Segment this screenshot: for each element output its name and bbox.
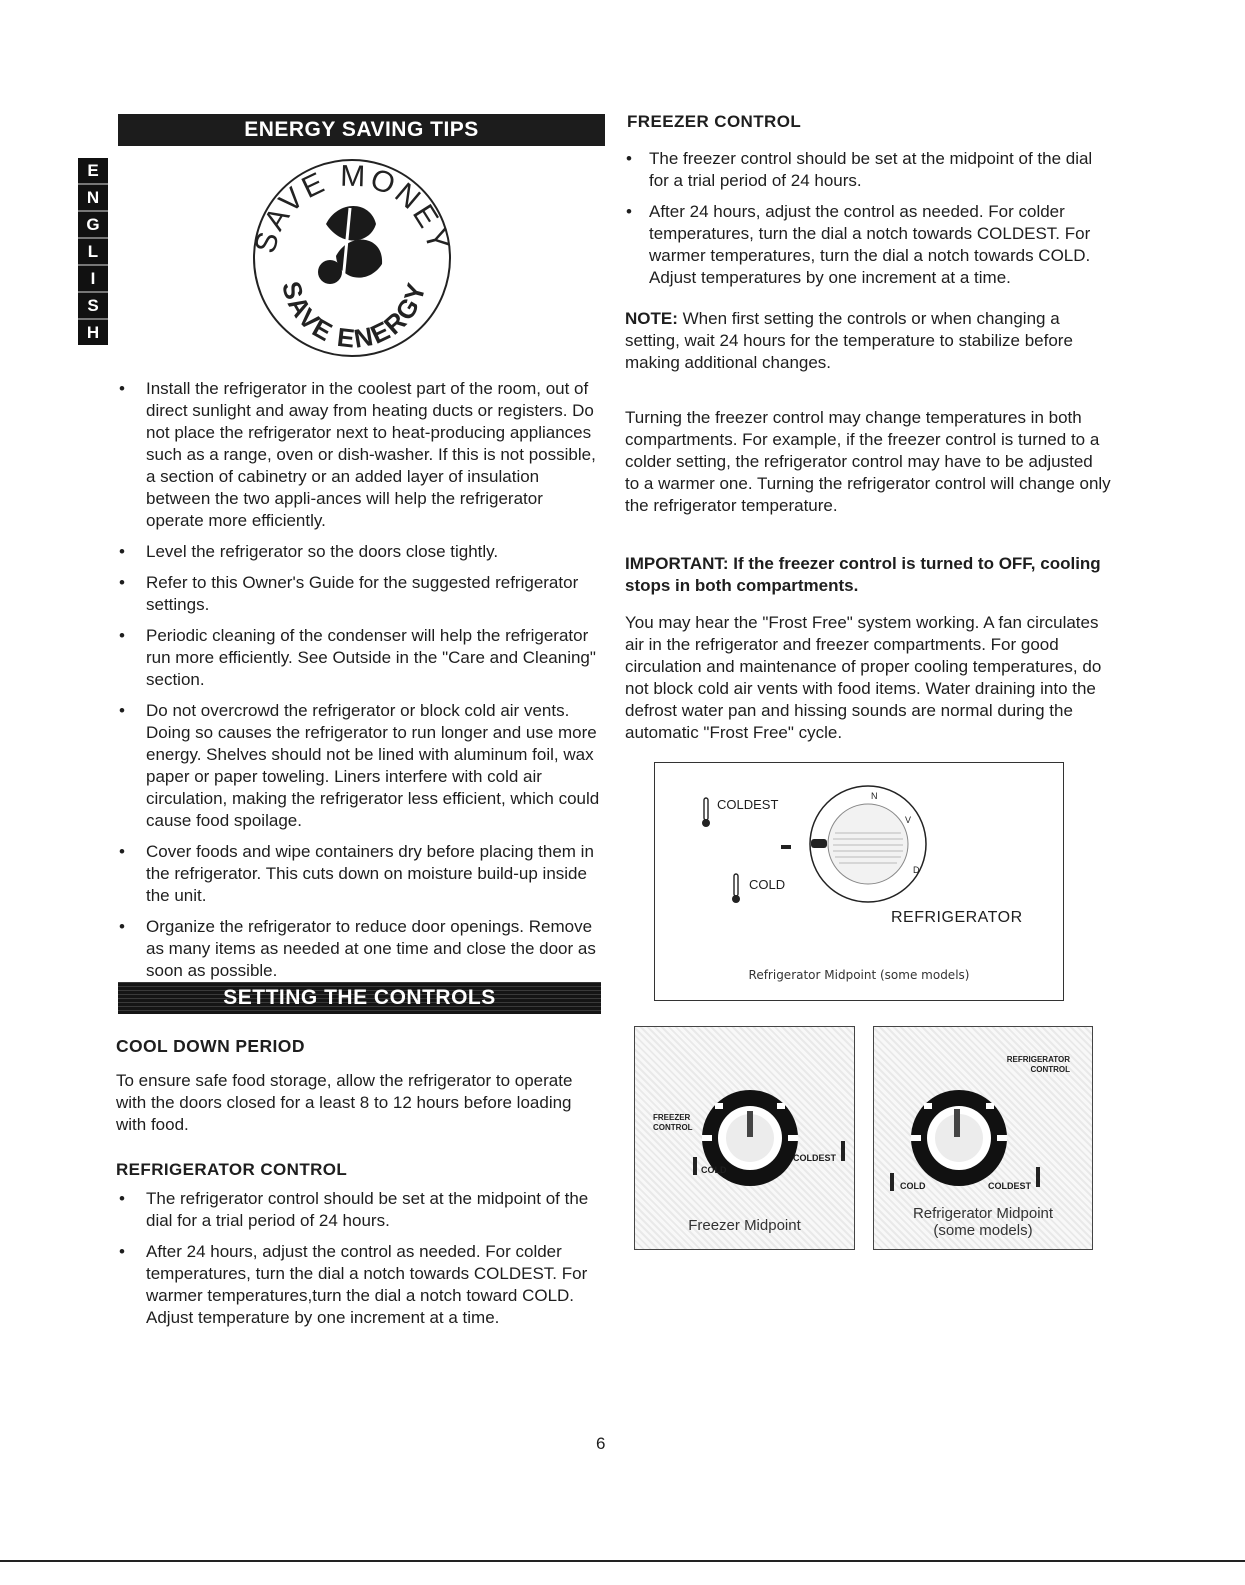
- note-text: When first setting the controls or when changing a setting, wait 24 hours for the temperature to stabilize before making additional changes.: [625, 309, 1073, 372]
- list-item: • The freezer control should be set at the midpoint of the dial for a trial period of 24 hours.: [623, 148, 1109, 192]
- refrigerator-control-heading: REFRIGERATOR CONTROL: [116, 1160, 348, 1179]
- side-tab-letter: S: [78, 293, 108, 320]
- note-paragraph: [625, 308, 1111, 374]
- list-item: • Cover foods and wipe containers dry before placing them in the refrigerator. This cuts down on moisture build-up inside the unit.: [116, 841, 602, 907]
- page-number: 6: [596, 1434, 606, 1453]
- list-item: • Install the refrigerator in the coolest part of the room, out of direct sunlight and away from heating ducts or registers. Do not place the refrigerator next to heat-producing appliances such as a range, oven or dish-washer. If this is not possible, a section of cabinetry or an added layer of insulation between the two appli-ances will help the refrigerator operate more efficiently.: [116, 378, 602, 532]
- side-tab-letter: L: [78, 239, 108, 266]
- side-tab-letter: G: [78, 212, 108, 239]
- save-money-save-energy-logo: [238, 152, 464, 364]
- bottom-edge-line: [0, 1560, 1245, 1562]
- freezer-midpoint-photo: [634, 1026, 855, 1250]
- logo-top-text: SAVE MONEY: [248, 159, 456, 257]
- svg-text:N: N: [871, 791, 878, 801]
- frost-free-paragraph: You may hear the "Frost Free" system working. A fan circulates air in the refrigerator and freezer compartments. For good circulation and maintenance of proper cooling temperatures, do not block cold air vents with food items. Water draining into the defrost water pan and hissing sounds are normal during the automatic "Frost Free" cycle.: [625, 613, 1102, 742]
- list-item: • After 24 hours, adjust the control as needed. For colder temperatures, turn the dial a notch towards COLDEST. For warmer temperatures,turn the dial a notch toward COLD. Adjust temperature by one increment at a time.: [116, 1241, 602, 1329]
- language-side-tab: [78, 158, 108, 345]
- svg-text:V: V: [905, 815, 912, 825]
- refrigerator-dial-icon: [904, 1083, 1014, 1193]
- refrigerator-cold-label: COLD: [900, 1181, 926, 1191]
- freezer-control-label: FREEZER CONTROL: [653, 1113, 693, 1132]
- freezer-cold-label: COLD: [701, 1165, 727, 1175]
- list-item: • Do not overcrowd the refrigerator or block cold air vents. Doing so causes the refrigerator to run longer and use more energy. Shelves should not be lined with aluminum foil, wax paper or paper toweling. Liners interfere with cold air circulation, making the refrigerator less efficient, which could cause food spoilage.: [116, 700, 602, 832]
- cold-label: COLD: [749, 877, 786, 892]
- energy-saving-tips-banner: [118, 114, 605, 146]
- thermometer-icon: [1036, 1167, 1040, 1187]
- refrigerator-dial-icon: [805, 781, 931, 907]
- freezer-dial-icon: [695, 1083, 805, 1193]
- banner-title: ENERGY SAVING TIPS: [244, 118, 479, 141]
- freezer-control-list: [623, 148, 1109, 298]
- diagram-caption: Refrigerator Midpoint (some models): [748, 968, 970, 982]
- thermometer-icon: [841, 1141, 845, 1161]
- energy-tips-list: [116, 378, 602, 991]
- thermometer-icon: [731, 873, 741, 905]
- freezer-midpoint-caption: Freezer Midpoint: [688, 1217, 801, 1234]
- list-item: • The refrigerator control should be set at the midpoint of the dial for a trial period of 24 hours.: [116, 1188, 602, 1232]
- cool-down-text: To ensure safe food storage, allow the refrigerator to operate with the doors closed for a least 8 to 12 hours before loading with food.: [116, 1071, 573, 1134]
- coldest-label: COLDEST: [717, 797, 779, 812]
- setting-the-controls-banner: [118, 982, 601, 1014]
- logo-bottom-text: SAVE ENERGY: [276, 278, 432, 354]
- refrigerator-midpoint-caption: [874, 1205, 1092, 1239]
- freezer-coldest-label: COLDEST: [793, 1153, 837, 1163]
- banner-title: SETTING THE CONTROLS: [223, 986, 496, 1009]
- refrigerator-control-list: [116, 1188, 602, 1338]
- important-paragraph: IMPORTANT: If the freezer control is turned to OFF, cooling stops in both compartments.: [625, 554, 1101, 595]
- list-item: • Organize the refrigerator to reduce door openings. Remove as many items as needed at one time and close the door as soon as possible.: [116, 916, 602, 982]
- thermometer-icon: [890, 1173, 894, 1191]
- side-tab-letter: I: [78, 266, 108, 293]
- refrigerator-dial-diagram: [654, 762, 1064, 1001]
- caption-line: (some models): [933, 1222, 1033, 1239]
- thermometer-icon: [693, 1157, 697, 1175]
- refrigerator-label: REFRIGERATOR: [891, 909, 1023, 926]
- svg-text:D: D: [913, 865, 920, 875]
- midpoint-marker: [781, 845, 791, 849]
- note-label: NOTE:: [625, 309, 678, 328]
- refrigerator-control-label: REFRIGERATOR CONTROL: [1006, 1055, 1070, 1074]
- side-tab-letter: E: [78, 158, 108, 185]
- list-item: • Periodic cleaning of the condenser will help the refrigerator run more efficiently. See Outside in the "Care and Cleaning" section.: [116, 625, 602, 691]
- cool-down-heading: COOL DOWN PERIOD: [116, 1036, 305, 1056]
- list-item: • Refer to this Owner's Guide for the suggested refrigerator settings.: [116, 572, 602, 616]
- list-item: • After 24 hours, adjust the control as needed. For colder temperatures, turn the dial a notch towards COLDEST. For warmer temperatures, turn the dial a notch towards COLD. Adjust temperatures by one increment at a time.: [623, 201, 1109, 289]
- caption-line: Refrigerator Midpoint: [912, 1205, 1054, 1222]
- turning-paragraph: Turning the freezer control may change temperatures in both compartments. For example, if the freezer control is turned to a colder setting, the refrigerator control may have to be adjusted to a warmer one. Turning the refrigerator control will change only the refrigerator temperature.: [625, 408, 1111, 515]
- thermometer-icon: [701, 797, 711, 829]
- list-item: • Level the refrigerator so the doors close tightly.: [116, 541, 602, 563]
- freezer-control-heading: FREEZER CONTROL: [627, 112, 802, 131]
- side-tab-letter: H: [86, 323, 100, 342]
- refrigerator-midpoint-photo: [873, 1026, 1093, 1250]
- refrigerator-coldest-label: COLDEST: [988, 1181, 1032, 1191]
- side-tab-letter: N: [78, 185, 108, 212]
